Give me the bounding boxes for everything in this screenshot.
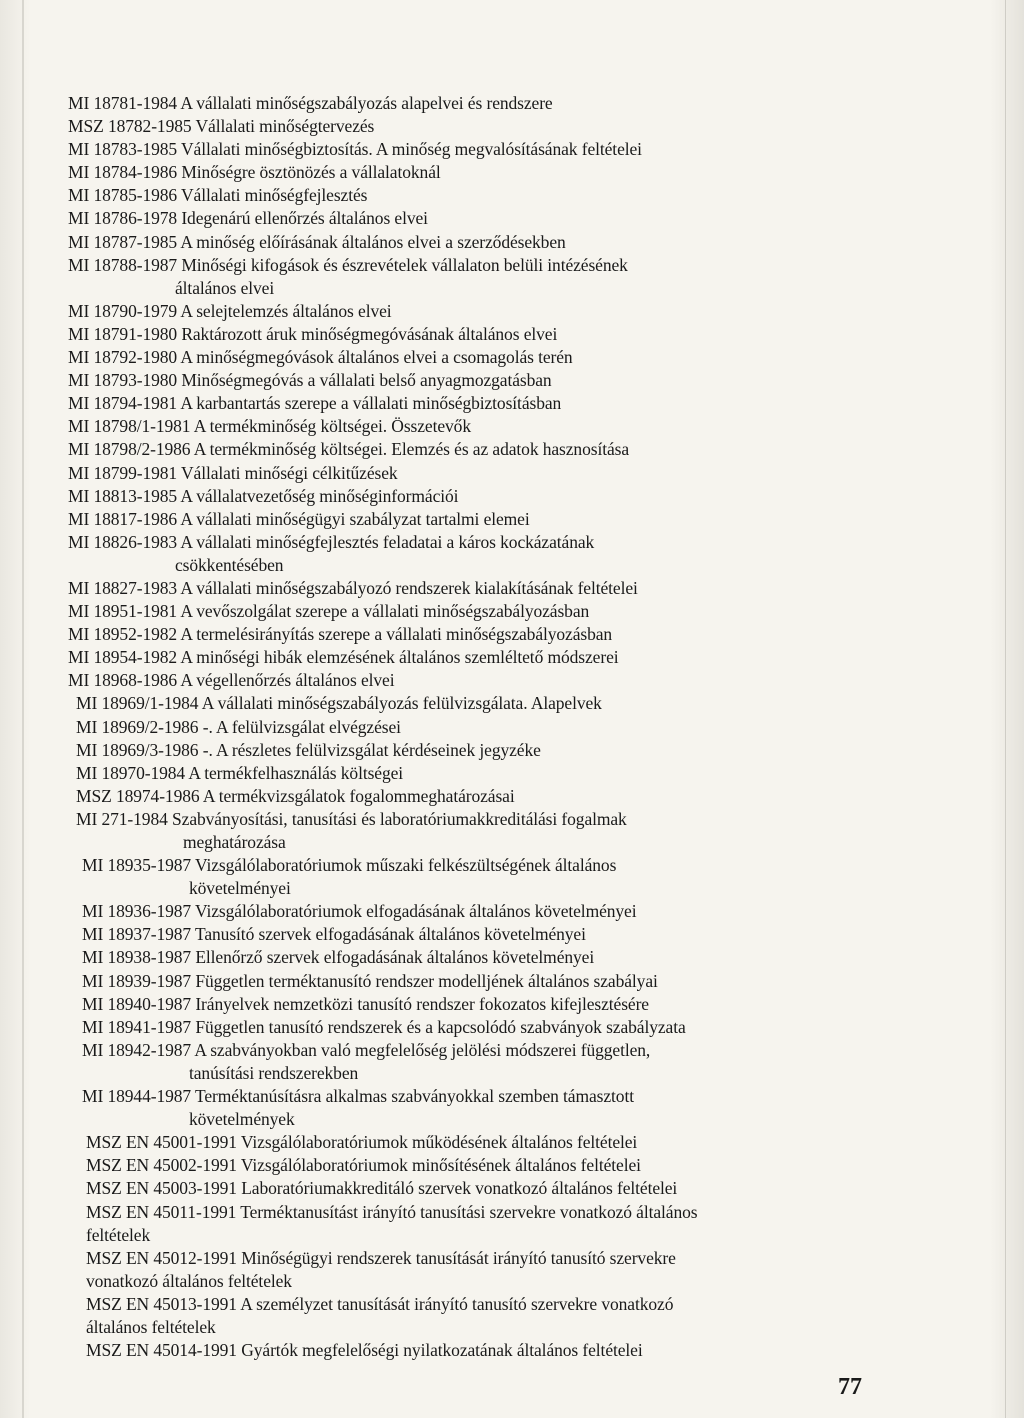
entry-line: MSZ EN 45002-1991 Vizsgálólaboratóriumok minősítésének általános feltételei: [86, 1155, 641, 1176]
standard-entry: [68, 115, 878, 138]
entry-line: MSZ EN 45003-1991 Laboratóriumakkreditáló szervek vonatkozó általános feltételei: [86, 1178, 678, 1199]
standard-entry: [68, 923, 878, 946]
entry-line: MI 18813-1985 A vállalatvezetőség minőséginformációi: [68, 485, 459, 506]
entry-continuation: vonatkozó általános feltételek: [86, 1270, 292, 1291]
standard-entry: [68, 161, 878, 184]
standard-entry: [68, 946, 878, 969]
standard-entry: [68, 92, 878, 115]
entry-line: MI 18939-1987 Független terméktanusító rendszer modelljének általános szabályai: [82, 970, 658, 991]
entry-line: MI 18940-1987 Irányelvek nemzetközi tanusító rendszer fokozatos kifejlesztésére: [82, 993, 649, 1014]
entry-line: MSZ EN 45013-1991 A személyzet tanusítását irányító tanusító szervekre vonatkozó: [86, 1293, 674, 1314]
standard-entry: [68, 438, 878, 461]
entry-line: MI 18944-1987 Terméktanúsításra alkalmas szabványokkal szemben támasztott: [82, 1086, 634, 1107]
entry-line: MI 18952-1982 A termelésirányítás szerepe a vállalati minőségszabályozásban: [68, 624, 613, 645]
entry-line: MI 18783-1985 Vállalati minőségbiztosítás. A minőség megvalósításának feltételei: [68, 139, 642, 160]
standard-entry: [68, 1154, 878, 1177]
page-number: 77: [838, 1374, 862, 1400]
standard-entry: [68, 369, 878, 392]
entry-line: MI 18936-1987 Vizsgálólaboratóriumok elfogadásának általános követelményei: [82, 901, 637, 922]
entry-line: MSZ EN 45014-1991 Gyártók megfelelőségi nyilatkozatának általános feltételei: [86, 1340, 643, 1361]
standard-entry: [68, 531, 878, 577]
entry-line: MSZ EN 45012-1991 Minőségügyi rendszerek tanusítását irányító tanusító szervekre: [86, 1247, 676, 1268]
standard-entry: [68, 184, 878, 207]
entry-line: MI 18942-1987 A szabványokban való megfelelőség jelölési módszerei független,: [82, 1039, 651, 1060]
entry-continuation: tanúsítási rendszerekben: [189, 1062, 359, 1083]
entry-line: MI 18969/3-1986 -. A részletes felülvizsgálat kérdéseinek jegyzéke: [76, 739, 541, 760]
standard-entry: [68, 808, 878, 854]
standard-entry: [68, 970, 878, 993]
standard-entry: [68, 577, 878, 600]
entry-line: MI 18792-1980 A minőségmegóvások általános elvei a csomagolás terén: [68, 347, 573, 368]
entry-line: MI 18937-1987 Tanusító szervek elfogadásának általános követelményei: [82, 924, 586, 945]
standard-entry: [68, 900, 878, 923]
entry-line: MI 18790-1979 A selejtelemzés általános elvei: [68, 300, 392, 321]
standard-entry: [68, 300, 878, 323]
entry-continuation: csökkentésében: [175, 554, 284, 575]
standard-entry: [68, 646, 878, 669]
standard-entry: [68, 739, 878, 762]
entry-line: MI 18784-1986 Minőségre ösztönözés a vállalatoknál: [68, 162, 441, 183]
standard-entry: [68, 508, 878, 531]
standard-entry: [68, 785, 878, 808]
standard-entry: [68, 1201, 878, 1247]
standard-entry: [68, 600, 878, 623]
entry-line: MI 18798/1-1981 A termékminőség költségei. Összetevők: [68, 416, 471, 437]
entry-continuation: követelmények: [189, 1109, 295, 1130]
standard-entry: [68, 623, 878, 646]
entry-line: MSZ EN 45011-1991 Terméktanusítást irányító tanusítási szervekre vonatkozó általános: [86, 1201, 698, 1222]
standard-entry: [68, 692, 878, 715]
standard-entry: [68, 1177, 878, 1200]
standards-list: [68, 92, 878, 1362]
standard-entry: [68, 1016, 878, 1039]
entry-line: MI 18781-1984 A vállalati minőségszabályozás alapelvei és rendszere: [68, 93, 553, 113]
standard-entry: [68, 854, 878, 900]
standard-entry: [68, 254, 878, 300]
entry-line: MI 18794-1981 A karbantartás szerepe a vállalati minőségbiztosításban: [68, 393, 562, 414]
standard-entry: [68, 138, 878, 161]
entry-line: MI 18935-1987 Vizsgálólaboratóriumok műszaki felkészültségének általános: [82, 855, 617, 876]
standard-entry: [68, 392, 878, 415]
entry-line: MI 18968-1986 A végellenőrzés általános elvei: [68, 670, 395, 691]
standard-entry: [68, 1339, 878, 1362]
entry-continuation: meghatározása: [183, 832, 286, 852]
entry-line: MI 18799-1981 Vállalati minőségi célkitűzések: [68, 462, 398, 483]
entry-line: MSZ 18782-1985 Vállalati minőségtervezés: [68, 116, 375, 137]
entry-continuation: általános feltételek: [86, 1316, 216, 1337]
standard-entry: [68, 415, 878, 438]
entry-line: MI 18941-1987 Független tanusító rendszerek és a kapcsolódó szabványok szabályzata: [82, 1016, 686, 1037]
entry-line: MI 18954-1982 A minőségi hibák elemzésének általános szemléltető módszerei: [68, 647, 619, 668]
standard-entry: [68, 346, 878, 369]
entry-line: MI 18791-1980 Raktározott áruk minőségmegóvásának általános elvei: [68, 323, 558, 344]
standard-entry: [68, 323, 878, 346]
standard-entry: [68, 1293, 878, 1339]
entry-line: MI 18786-1978 Idegenárú ellenőrzés általános elvei: [68, 208, 428, 229]
entry-line: MI 18817-1986 A vállalati minőségügyi szabályzat tartalmi elemei: [68, 508, 530, 529]
standard-entry: [68, 485, 878, 508]
standard-entry: [68, 462, 878, 485]
entry-line: MSZ 18974-1986 A termékvizsgálatok fogalommeghatározásai: [76, 785, 515, 806]
standard-entry: [68, 207, 878, 230]
entry-line: MI 18788-1987 Minőségi kifogások és észrevételek vállalaton belüli intézésének: [68, 254, 628, 275]
standard-entry: [68, 716, 878, 739]
entry-line: MI 18951-1981 A vevőszolgálat szerepe a vállalati minőségszabályozásban: [68, 601, 590, 622]
standard-entry: [68, 1039, 878, 1085]
entry-line: MI 18798/2-1986 A termékminőség költségei. Elemzés és az adatok hasznosítása: [68, 439, 630, 460]
entry-line: MI 271-1984 Szabványosítási, tanusítási és laboratóriumakkreditálási fogalmak: [76, 808, 627, 829]
standard-entry: [68, 669, 878, 692]
entry-line: MI 18793-1980 Minőségmegóvás a vállalati belső anyagmozgatásban: [68, 370, 552, 391]
page-edge: [1005, 0, 1006, 1418]
standard-entry: [68, 1131, 878, 1154]
entry-line: MI 18970-1984 A termékfelhasználás költségei: [76, 762, 404, 783]
binding-gutter: [22, 0, 24, 1418]
entry-line: MI 18787-1985 A minőség előírásának általános elvei a szerződésekben: [68, 231, 566, 252]
entry-line: MI 18969/2-1986 -. A felülvizsgálat elvégzései: [76, 716, 401, 737]
entry-line: MI 18969/1-1984 A vállalati minőségszabályozás felülvizsgálata. Alapelvek: [76, 693, 602, 714]
entry-line: MI 18827-1983 A vállalati minőségszabályozó rendszerek kialakításának feltételei: [68, 577, 638, 598]
entry-line: MSZ EN 45001-1991 Vizsgálólaboratóriumok működésének általános feltételei: [86, 1132, 638, 1153]
standard-entry: [68, 1247, 878, 1293]
standard-entry: [68, 993, 878, 1016]
standard-entry: [68, 1085, 878, 1131]
standard-entry: [68, 231, 878, 254]
entry-line: MI 18785-1986 Vállalati minőségfejlesztés: [68, 185, 368, 206]
standard-entry: [68, 762, 878, 785]
entry-continuation: feltételek: [86, 1224, 151, 1245]
entry-continuation: általános elvei: [175, 277, 275, 298]
entry-line: MI 18826-1983 A vállalati minőségfejlesztés feladatai a káros kockázatának: [68, 531, 595, 552]
entry-continuation: követelményei: [189, 878, 291, 899]
entry-line: MI 18938-1987 Ellenőrző szervek elfogadásának általános követelményei: [82, 947, 595, 968]
